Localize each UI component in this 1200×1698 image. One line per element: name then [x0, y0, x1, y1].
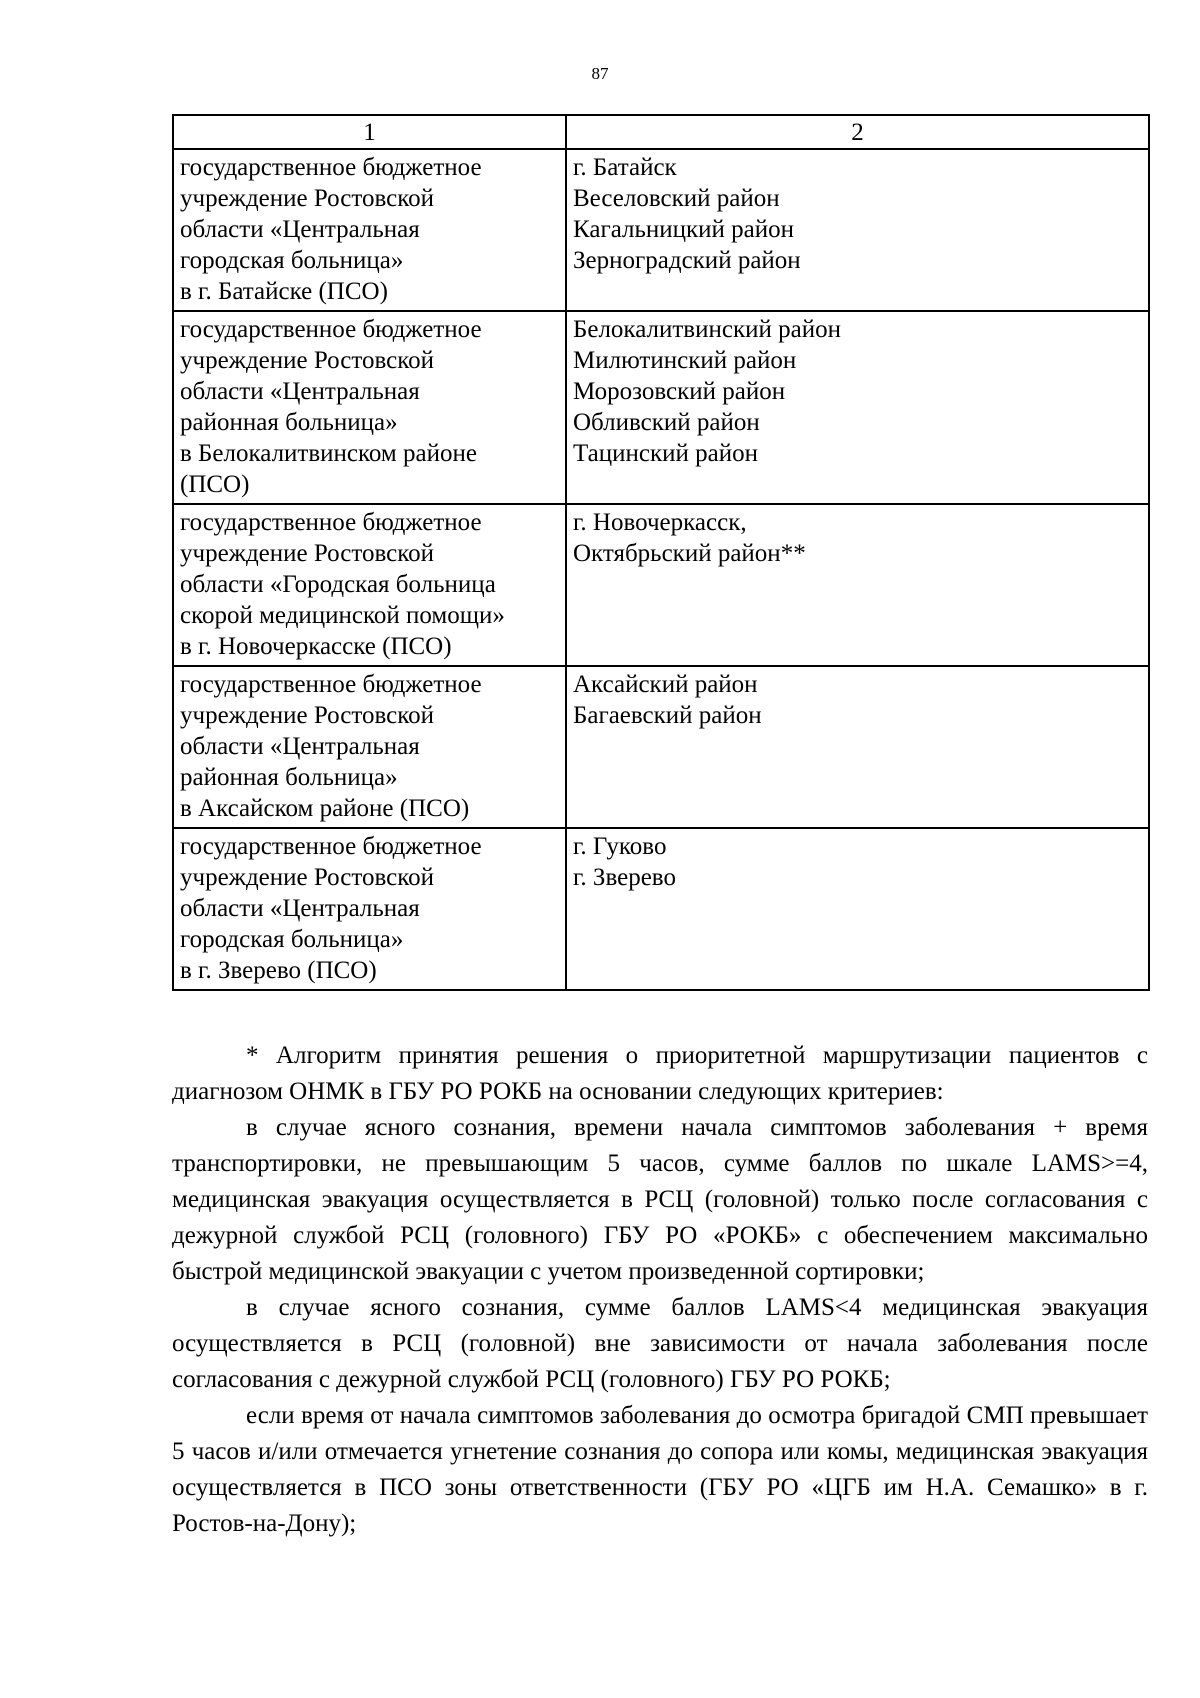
table-row [173, 828, 1149, 990]
districts-cell: Аксайский район Багаевский район [566, 666, 1149, 828]
criterion-paragraph: в случае ясного сознания, времени начала симптомов заболевания + время транспортировки, не превышающим 5 часов, сумме баллов по шкале LAMS>=4, медицинская эвакуация осуществляется в РСЦ (головной) только после согласования с дежурной службой РСЦ (головного) ГБУ РО «РОКБ» с обеспечением максимально быстрой медицинской эвакуации с учетом произведенной сортировки; [172, 1114, 1148, 1285]
districts-cell: г. Новочеркасск, Октябрьский район** [566, 504, 1149, 666]
table-header-row [173, 115, 1149, 149]
criterion-paragraph: в случае ясного сознания, сумме баллов LAMS<4 медицинская эвакуация осуществляется в РСЦ (головной) вне зависимости от начала заболевания после согласования с дежурной службой РСЦ (головного) ГБУ РО РОКБ; [172, 1294, 1148, 1393]
column-header-1: 1 [173, 115, 566, 149]
page-number: 87 [591, 64, 609, 83]
footnote-intro: * Алгоритм принятия решения о приоритетной маршрутизации пациентов с диагнозом ОНМК в ГБУ РО РОКБ на основании следующих критериев: [172, 1042, 1148, 1105]
table-row [173, 666, 1149, 828]
table-row [173, 311, 1149, 504]
routing-table [172, 114, 1150, 991]
institution-cell: государственное бюджетное учреждение Ростовской области «Центральная районная больница» в Аксайском районе (ПСО) [173, 666, 566, 828]
districts-cell: г. Батайск Веселовский район Кагальницкий район Зерноградский район [566, 149, 1149, 311]
institution-cell: государственное бюджетное учреждение Ростовской области «Городская больница скорой медицинской помощи» в г. Новочеркасске (ПСО) [173, 504, 566, 666]
footnote-section [172, 1038, 1148, 1542]
criterion-paragraph: если время от начала симптомов заболевания до осмотра бригадой СМП превышает 5 часов и/или отмечается угнетение сознания до сопора или комы, медицинская эвакуация осуществляется в ПСО зоны ответственности (ГБУ РО «ЦГБ им Н.А. Семашко» в г. Ростов-на-Дону); [172, 1402, 1148, 1537]
districts-cell: Белокалитвинский район Милютинский район Морозовский район Обливский район Тацинский район [566, 311, 1149, 504]
institution-cell: государственное бюджетное учреждение Ростовской области «Центральная городская больница» в г. Зверево (ПСО) [173, 828, 566, 990]
institution-cell: государственное бюджетное учреждение Ростовской области «Центральная районная больница» в Белокалитвинском районе (ПСО) [173, 311, 566, 504]
table-row [173, 504, 1149, 666]
districts-cell: г. Гуково г. Зверево [566, 828, 1149, 990]
table-row [173, 149, 1149, 311]
institution-cell: государственное бюджетное учреждение Ростовской области «Центральная городская больница» в г. Батайске (ПСО) [173, 149, 566, 311]
column-header-2: 2 [566, 115, 1149, 149]
